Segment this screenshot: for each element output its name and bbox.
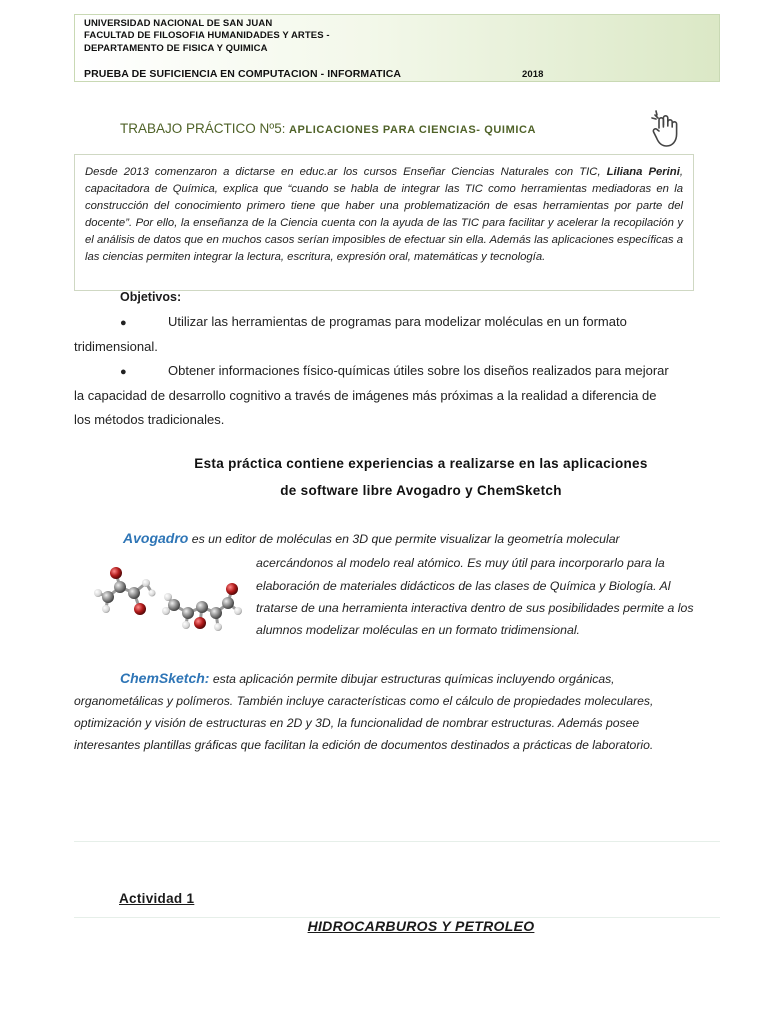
objective-item-2 xyxy=(74,359,714,384)
avogadro-line-3: elaboración de materiales didácticos de las clases de Química y Biología. Al xyxy=(256,579,671,593)
avogadro-line-4: tratarse de una herramienta interactiva dentro de sus posibilidades permite a los xyxy=(256,601,694,615)
faculty-name: FACULTAD DE FILOSOFIA HUMANIDADES Y ARTES - xyxy=(84,30,330,41)
practice-heading-line-1: Esta práctica contiene experiencias a realizarse en las aplicaciones xyxy=(194,456,648,471)
avogadro-line-5: alumnos modelizar moléculas en un formato tridimensional. xyxy=(256,623,580,637)
chemsketch-line-3: optimización y visión de estructuras en 2D y 3D, la funcionalidad de nombrar estructuras. Además posee xyxy=(74,716,640,730)
university-name: UNIVERSIDAD NACIONAL DE SAN JUAN xyxy=(84,18,273,29)
molecule-image xyxy=(88,553,248,643)
intro-author-name: Liliana Perini xyxy=(606,166,680,178)
avogadro-name: Avogadro xyxy=(123,530,189,546)
chemsketch-paragraph xyxy=(74,667,734,756)
chemsketch-line-1: esta aplicación permite dibujar estructuras químicas incluyendo orgánicas, xyxy=(209,672,615,686)
practice-heading-line-2: de software libre Avogadro y ChemSketch xyxy=(280,483,562,498)
avogadro-line-1: es un editor de moléculas en 3D que permite visualizar la geometría molecular xyxy=(188,532,620,546)
exam-year: 2018 xyxy=(522,69,544,80)
activity-subtitle: HIDROCARBUROS Y PETROLEO xyxy=(307,918,535,934)
practice-title xyxy=(120,121,536,136)
title-separator: : xyxy=(281,121,289,136)
chemsketch-line-2: organometálicas y polímeros. También incluye características como el cálculo de propiedades moleculares, xyxy=(74,694,654,708)
objective-2-line-3: los métodos tradicionales. xyxy=(74,412,225,427)
avogadro-first-line xyxy=(123,530,620,548)
practice-subject: APLICACIONES PARA CIENCIAS- QUIMICA xyxy=(288,124,537,136)
intro-text-start: Desde 2013 comenzaron a dictarse en educ.ar los cursos Enseñar Ciencias Naturales con TIC, xyxy=(85,166,607,178)
intro-paragraph xyxy=(74,154,694,291)
objective-2-line-1: Obtener informaciones físico-químicas útiles sobre los diseños realizados para mejorar xyxy=(168,363,669,378)
objectives-list xyxy=(74,310,714,432)
intro-text-rest: , capacitadora de Química, explica que “cuando se habla de integrar las TIC como herramientas mediadoras en la construcción del conocimiento primero tiene que haber una problematización de esas herramientas por parte del docente”. Por ello, la enseñanza de la Ciencia cuenta con la ayuda de las TIC para facilitar y acelerar la recopilación y el análisis de datos que en muchos casos serían imposibles de efectuar sin ella. Además las aplicaciones específicas a las ciencias permiten integrar la lectura, escritura, expresión oral, matemáticas y tecnología. xyxy=(85,166,683,263)
exam-title: PRUEBA DE SUFICIENCIA EN COMPUTACION - INFORMATICA xyxy=(84,68,402,80)
avogadro-line-2: acercándonos al modelo real atómico. Es muy útil para incorporarlo para la xyxy=(256,556,665,570)
objective-2-line-2: la capacidad de desarrollo cognitivo a través de imágenes más próximas a la realidad a diferencia de xyxy=(74,388,657,403)
section-divider xyxy=(74,841,720,842)
hand-touch-icon xyxy=(650,110,690,150)
objective-1-line-1: Utilizar las herramientas de programas para modelizar moléculas en un formato xyxy=(168,314,627,329)
objectives-title: Objetivos: xyxy=(120,290,182,304)
bullet-icon: ● xyxy=(120,366,127,378)
chemsketch-first-line xyxy=(74,667,734,690)
department-name: DEPARTAMENTO DE FISICA Y QUIMICA xyxy=(84,43,268,54)
activity-title: Actividad 1 xyxy=(119,891,195,906)
bullet-icon: ● xyxy=(120,317,127,329)
chemsketch-line-4: interesantes plantillas gráficas que facilitan la edición de documentos destinados a prácticas de laboratorio. xyxy=(74,738,654,752)
practice-number: TRABAJO PRÁCTICO Nº5 xyxy=(120,121,282,136)
objective-1-line-2: tridimensional. xyxy=(74,339,158,354)
chemsketch-name: ChemSketch: xyxy=(120,670,210,686)
objective-item-1 xyxy=(74,310,714,335)
